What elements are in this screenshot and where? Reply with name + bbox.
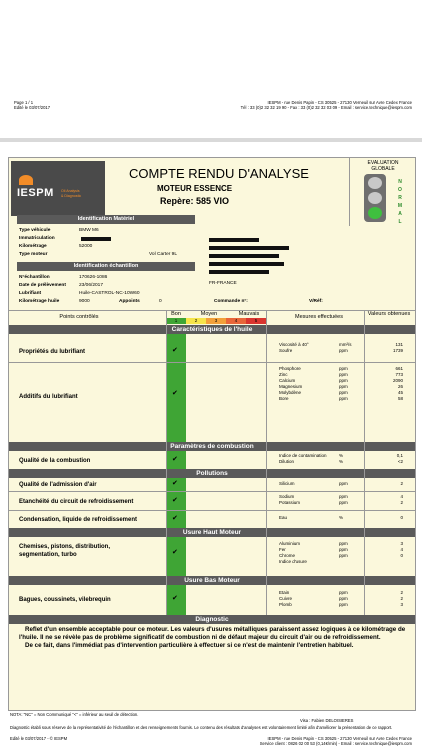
status-letter: M bbox=[397, 203, 403, 209]
kilometrage: 52000 bbox=[79, 244, 93, 249]
scale-5: 5 bbox=[246, 318, 266, 324]
light-orange bbox=[368, 192, 382, 204]
footer-company: IESPM - rue Denis Papin - CS 30525 - 27130 Verneuil sur Avre Cedex France bbox=[267, 736, 412, 741]
measurement-name: Soufre bbox=[279, 348, 293, 353]
kilometrage-label: Kilométrage bbox=[19, 244, 47, 249]
section-combustion: Paramètres de combustion bbox=[9, 442, 415, 451]
measures-combustion bbox=[279, 453, 409, 465]
scale-4: 4 bbox=[226, 318, 246, 324]
col-mauvais: Mauvais bbox=[238, 311, 260, 317]
measurement-unit: ppm bbox=[339, 396, 348, 401]
redacted bbox=[209, 262, 284, 266]
redacted bbox=[209, 246, 289, 250]
measurement-unit: ppm bbox=[339, 378, 348, 383]
measurement-value: 0 bbox=[400, 553, 403, 558]
row-condensation: Condensation, liquide de refroidissement bbox=[19, 517, 138, 523]
measurement-row bbox=[279, 559, 409, 565]
km-huile-label: Kilométrage huile bbox=[19, 299, 60, 304]
ref-label: V/Réf: bbox=[309, 299, 323, 304]
divider bbox=[9, 491, 415, 492]
type-vehicule-label: Type véhicule bbox=[19, 228, 51, 233]
section-usure-haut: Usure Haut Moteur bbox=[9, 528, 415, 537]
measures-additifs bbox=[279, 366, 409, 402]
status-letter: N bbox=[398, 179, 402, 185]
severity-scale bbox=[166, 318, 266, 324]
measurement-value: 661 bbox=[395, 366, 403, 371]
type-moteur-label: Type moteur bbox=[19, 252, 48, 257]
check-icon: ✔ bbox=[172, 497, 178, 504]
measurement-value: 131 bbox=[395, 342, 403, 347]
check-icon: ✔ bbox=[172, 480, 178, 487]
row-bagues: Bagues, coussinets, vilebrequin bbox=[19, 597, 111, 603]
measurement-name: Sodium bbox=[279, 494, 295, 499]
diagnostic-paragraph-1: Reflet d'un ensemble acceptable pour ce moteur. Les valeurs d'usures métalliques paraissent assez logiques à ce kilométrage de l'huile. Il ne se révèle pas de problème significatif de combustion ni de défaut majeur du circuit d'air ou de refroidissement. bbox=[19, 626, 406, 641]
measurement-unit: % bbox=[339, 459, 344, 464]
measurement-name: Silicium bbox=[279, 481, 295, 486]
measurement-name: Chrome bbox=[279, 553, 296, 558]
measurement-row bbox=[279, 481, 409, 487]
echantillon-heading: Identification échantillon bbox=[17, 262, 195, 271]
appoints-label: Appoints bbox=[119, 299, 140, 304]
light-green bbox=[368, 207, 382, 219]
client-country: FR-FRANCE bbox=[209, 281, 237, 286]
date: 23/06/2017 bbox=[79, 283, 104, 288]
lubrifiant: Huile-CASTROL-NC-10W60 bbox=[79, 291, 140, 296]
measurement-unit: ppm bbox=[339, 547, 348, 552]
row-combustion: Qualité de la combustion bbox=[19, 458, 91, 464]
row-etancheite: Etanchéité du circuit de refroidissement bbox=[19, 499, 134, 505]
iespm-logo bbox=[11, 161, 105, 216]
status-letter: R bbox=[398, 195, 402, 201]
measures-proprietes bbox=[279, 342, 409, 354]
measurement-unit: ppm bbox=[339, 372, 348, 377]
measurement-unit: mm²/s bbox=[339, 342, 352, 347]
global-evaluation bbox=[349, 158, 416, 226]
materiel-heading: Identification Matériel bbox=[17, 215, 195, 224]
measurement-value: 3 bbox=[400, 602, 403, 607]
measurement-value: <2 bbox=[397, 459, 403, 464]
page-label: Page 1 / 1 bbox=[14, 100, 34, 105]
measurement-value bbox=[363, 559, 403, 565]
section-huile: Caractéristiques de l'huile bbox=[9, 325, 415, 334]
type-vehicule: BMW M6 bbox=[79, 228, 99, 233]
measurement-value: 0,1 bbox=[396, 453, 403, 458]
numero: 170626-1086 bbox=[79, 275, 108, 280]
measurement-value: 2 bbox=[400, 481, 403, 486]
col-mesures: Mesures effectuées bbox=[295, 314, 343, 320]
scale-1: 1 bbox=[166, 318, 186, 324]
measurement-name: Cuivre bbox=[279, 596, 293, 601]
scale-3: 3 bbox=[206, 318, 226, 324]
page-1 bbox=[0, 0, 422, 138]
measurement-name: Bore bbox=[279, 396, 289, 401]
measurement-name: Eau bbox=[279, 515, 288, 520]
immatriculation-label: Immatriculation bbox=[19, 236, 55, 241]
footer-date: Edité le 03/07/2017 - © IESPM bbox=[10, 736, 68, 741]
row-admission: Qualité de l'admission d'air bbox=[19, 482, 97, 488]
status-letter: L bbox=[398, 219, 402, 225]
measures-admission bbox=[279, 481, 409, 487]
measurement-unit: % bbox=[339, 453, 344, 458]
measurement-unit: ppm bbox=[339, 596, 348, 601]
redacted bbox=[209, 270, 269, 274]
check-icon: ✔ bbox=[172, 347, 178, 354]
repere: Repère: 585 VIO bbox=[160, 196, 230, 206]
measurement-value: 0 bbox=[400, 515, 403, 520]
footer-notes: NOTA: "NC" = Non Communiqué "<" = inférieur au seuil de détection. bbox=[10, 712, 139, 717]
measurement-value: 2 bbox=[400, 500, 403, 505]
col-valeurs: Valeurs obtenues bbox=[367, 311, 411, 317]
measurement-row bbox=[279, 602, 409, 608]
measurement-unit: ppm bbox=[339, 494, 348, 499]
measurement-unit: ppm bbox=[339, 384, 348, 389]
measurement-value: 4 bbox=[400, 494, 403, 499]
logo-text: IESPM bbox=[17, 187, 54, 199]
measurement-name: Fer bbox=[279, 547, 286, 552]
measurement-name: Zinc bbox=[279, 372, 288, 377]
measurement-row bbox=[279, 459, 409, 465]
measurement-value: 2 bbox=[400, 596, 403, 601]
measurement-name: Magnesium bbox=[279, 384, 303, 389]
measurement-value: 2090 bbox=[392, 378, 403, 383]
measurement-unit: ppm bbox=[339, 553, 348, 558]
col-moyen: Moyen bbox=[200, 311, 218, 317]
report-title: COMPTE RENDU D'ANALYSE bbox=[129, 166, 309, 181]
measurement-row bbox=[279, 515, 409, 521]
measurement-unit: ppm bbox=[339, 366, 348, 371]
redacted bbox=[81, 237, 111, 241]
engine-type: MOTEUR ESSENCE bbox=[157, 184, 233, 193]
status-letter: O bbox=[398, 187, 402, 193]
lubrifiant-label: Lubrifiant bbox=[19, 291, 42, 296]
date-label: Date de prélèvement bbox=[19, 283, 66, 288]
measurement-value: 45 bbox=[397, 390, 403, 395]
divider bbox=[364, 310, 365, 615]
light-red bbox=[368, 177, 382, 189]
measurement-row bbox=[279, 500, 409, 506]
measurement-unit: ppm bbox=[339, 602, 348, 607]
measurement-unit: ppm bbox=[339, 481, 348, 486]
section-pollutions: Pollutions bbox=[9, 469, 415, 478]
measurement-unit bbox=[339, 559, 363, 565]
divider bbox=[9, 510, 415, 511]
page1-date: Edité le 03/07/2017 bbox=[14, 105, 51, 110]
diagnostic-text bbox=[19, 626, 409, 650]
measurement-name: Molybdène bbox=[279, 390, 302, 395]
measurement-value: 2 bbox=[400, 590, 403, 595]
footer-legal: Diagnostic établi sous réserve de la représentativité de l'échantillon et des renseignements fournis. Le contenu des résultats d'analyses est volontairement limité afin d'améliorer la présentation de ce rapport. bbox=[10, 725, 393, 730]
check-icon: ✔ bbox=[172, 390, 178, 397]
diagnostic-paragraph-2: De ce fait, dans l'immédiat pas d'intervention particulière à effectuer si ce n'est de maintenir l'entretien habituel. bbox=[25, 642, 354, 649]
measurement-unit: ppm bbox=[339, 541, 348, 546]
section-diagnostic: Diagnostic bbox=[9, 615, 415, 624]
measurement-name: Etain bbox=[279, 590, 290, 595]
status-letter: A bbox=[398, 211, 402, 217]
measures-bagues bbox=[279, 590, 409, 608]
traffic-light-icon bbox=[364, 174, 386, 222]
page1-contact: Tél : 33 (0)2 32 32 19 90 - Fax : 33 (0)2 32 32 03 09 - Email : service.technique@iespm.com bbox=[240, 105, 412, 110]
row-proprietes: Propriétés du lubrifiant bbox=[19, 349, 86, 355]
measurement-name: Plomb bbox=[279, 602, 292, 607]
numero-label: N°échantillon bbox=[19, 275, 50, 280]
measurement-value: 3 bbox=[400, 541, 403, 546]
measurement-value: 58 bbox=[397, 396, 403, 401]
measurement-row bbox=[279, 348, 409, 354]
commande-label: Commande n°: bbox=[214, 299, 248, 304]
measurement-name: Calcium bbox=[279, 378, 296, 383]
col-bon: Bon bbox=[171, 311, 181, 317]
evaluation-title: EVALUATION GLOBALE bbox=[367, 160, 399, 172]
measurement-unit: ppm bbox=[339, 348, 348, 353]
measurement-value: 4 bbox=[400, 547, 403, 552]
measurement-name: Indice de contamination bbox=[279, 453, 327, 458]
page1-company: IESPM - rue Denis Papin - CS 30525 - 27130 Verneuil sur Avre Cedex France bbox=[267, 100, 412, 105]
section-usure-bas: Usure Bas Moteur bbox=[9, 576, 415, 585]
row-chemises: Chemises, pistons, distribution, segmentation, turbo bbox=[19, 544, 111, 558]
vol-carter: Vol Carter 9L bbox=[149, 252, 177, 257]
check-icon: ✔ bbox=[172, 515, 178, 522]
rating-column bbox=[166, 537, 186, 576]
logo-subtitle: Oil Analysis & Diagnostic bbox=[61, 189, 82, 198]
measurement-name: Potassium bbox=[279, 500, 301, 505]
measurement-unit: ppm bbox=[339, 500, 348, 505]
footer-visa: Visa : Fabien DELOISIERES bbox=[300, 718, 354, 723]
appoints: 0 bbox=[159, 299, 162, 304]
km-huile: 9000 bbox=[79, 299, 90, 304]
redacted bbox=[209, 254, 279, 258]
col-points: Points contrôlés bbox=[59, 314, 99, 320]
divider bbox=[266, 310, 267, 615]
measurement-name: Viscosité à 40° bbox=[279, 342, 309, 347]
divider bbox=[166, 310, 167, 615]
measurement-unit: ppm bbox=[339, 590, 348, 595]
measures-chemises bbox=[279, 541, 409, 565]
measurement-name: Aluminium bbox=[279, 541, 301, 546]
measurement-unit: % bbox=[339, 515, 344, 520]
flame-icon bbox=[19, 175, 33, 185]
redacted bbox=[209, 238, 259, 242]
measurement-name: Dilution bbox=[279, 459, 295, 464]
analysis-report bbox=[8, 157, 416, 711]
divider bbox=[9, 362, 415, 363]
check-icon: ✔ bbox=[172, 456, 178, 463]
footer-service: Service client : 0826 02 00 53 (0,14€/min) - Email : service.technique@iespm.com bbox=[259, 741, 412, 746]
check-icon: ✔ bbox=[172, 595, 178, 602]
measurement-unit: ppm bbox=[339, 390, 348, 395]
row-additifs: Additifs du lubrifiant bbox=[19, 394, 78, 400]
measurement-name: Indice d'usure bbox=[279, 559, 307, 564]
measurement-name: Phosphore bbox=[279, 366, 301, 371]
measures-condensation bbox=[279, 515, 409, 521]
measures-etancheite bbox=[279, 494, 409, 506]
measurement-value: 773 bbox=[395, 372, 403, 377]
page-2 bbox=[0, 142, 422, 750]
check-icon: ✔ bbox=[172, 549, 178, 556]
measurement-value: 26 bbox=[397, 384, 403, 389]
measurement-row bbox=[279, 396, 409, 402]
evaluation-status bbox=[396, 178, 404, 226]
measurement-value: 1739 bbox=[392, 348, 403, 353]
scale-2: 2 bbox=[186, 318, 206, 324]
